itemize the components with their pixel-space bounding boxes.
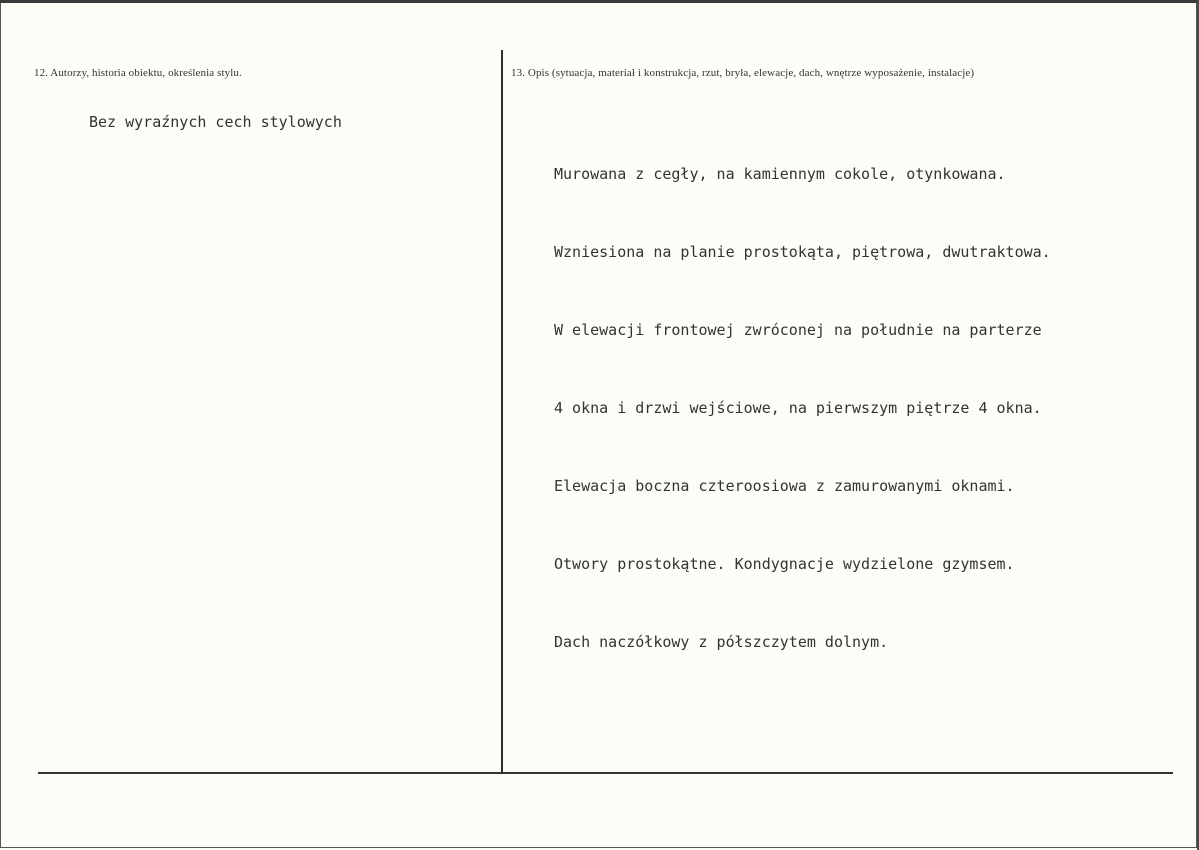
field-12-text: Bez wyraźnych cech stylowych (89, 113, 342, 131)
description-line: Elewacja boczna czteroosiowa z zamurowanymi oknami. (554, 477, 1015, 495)
description-line: Otwory prostokątne. Kondygnacje wydzielone gzymsem. (554, 555, 1015, 573)
description-line: Murowana z cegły, na kamiennym cokole, otynkowana. (554, 165, 1006, 183)
description-line: W elewacji frontowej zwróconej na południe na parterze (554, 321, 1042, 339)
top-border (0, 0, 1199, 3)
field-13-header: 13. Opis (sytuacja, materiał i konstrukcja, rzut, bryła, elewacje, dach, wnętrze wyposażenie, instalacje) (511, 67, 975, 79)
field-13-text (554, 109, 1051, 681)
description-line: Wzniesiona na planie prostokąta, piętrowa, dwutraktowa. (554, 243, 1051, 261)
column-divider (501, 50, 503, 773)
description-line: Dach naczółkowy z półszczytem dolnym. (554, 633, 889, 651)
description-line: 4 okna i drzwi wejściowe, na pierwszym piętrze 4 okna. (554, 399, 1042, 417)
field-12-header: 12. Autorzy, historia obiektu, określenia stylu. (34, 67, 242, 79)
bottom-rule (38, 772, 1173, 774)
